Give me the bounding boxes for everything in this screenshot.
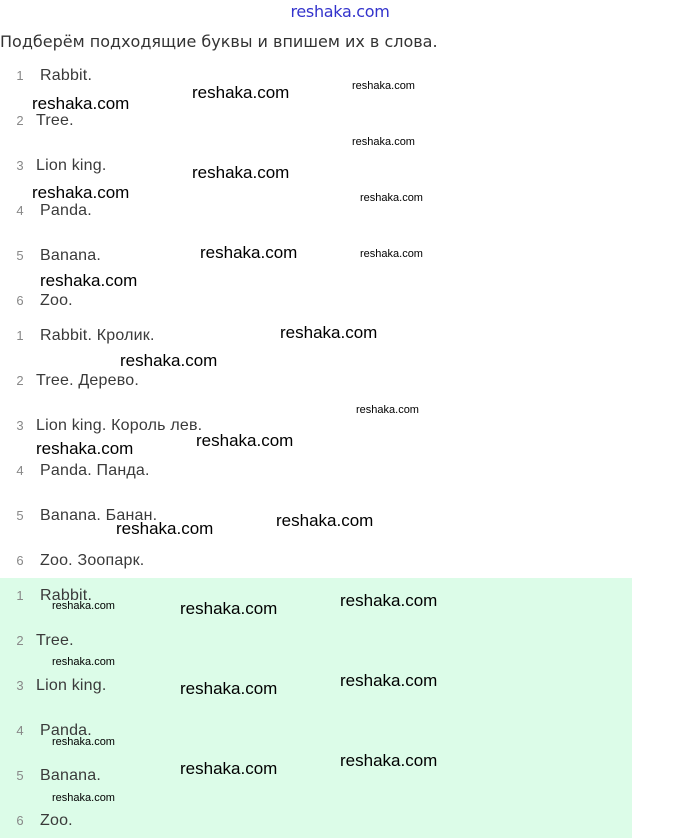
item-number: 4 (16, 463, 24, 478)
item-number: 3 (16, 158, 24, 173)
watermark: reshaka.com (192, 83, 290, 102)
watermark: reshaka.com (280, 323, 378, 342)
item-text: Tree. Дерево. (36, 372, 139, 389)
item-number: 4 (16, 723, 24, 738)
item-text: Panda. (40, 722, 92, 739)
watermark: reshaka.com (340, 671, 438, 690)
watermark: reshaka.com (340, 751, 438, 770)
watermark: reshaka.com (200, 243, 298, 262)
watermark: reshaka.com (360, 248, 423, 260)
item-number: 5 (16, 248, 24, 263)
item-text: Panda. Панда. (40, 462, 150, 479)
item-number: 6 (16, 553, 24, 568)
item-text: Lion king. Король лев. (36, 417, 203, 434)
item-text: Banana. (40, 767, 102, 784)
item-number: 5 (16, 508, 24, 523)
item-text: Banana. (40, 247, 102, 264)
watermark: reshaka.com (52, 792, 115, 804)
watermark: reshaka.com (276, 511, 374, 530)
item-number: 6 (16, 293, 24, 308)
item-text: Lion king. (36, 157, 107, 174)
item-number: 2 (16, 633, 24, 648)
item-text: Lion king. (36, 677, 107, 694)
watermark: reshaka.com (36, 439, 134, 458)
item-text: Rabbit. (40, 587, 93, 604)
item-text: Rabbit. (40, 67, 93, 84)
item-number: 5 (16, 768, 24, 783)
item-number: 2 (16, 373, 24, 388)
item-text: Banana. Банан. (40, 507, 158, 524)
watermark: reshaka.com (32, 183, 130, 202)
watermark: reshaka.com (52, 656, 115, 668)
item-text: Zoo. (40, 292, 73, 309)
item-number: 3 (16, 678, 24, 693)
item-text: Tree. (36, 112, 74, 129)
item-number: 1 (16, 588, 24, 603)
watermark: reshaka.com (352, 80, 415, 92)
item-number: 2 (16, 113, 24, 128)
item-number: 3 (16, 418, 24, 433)
watermark: reshaka.com (120, 351, 218, 370)
watermark: reshaka.com (116, 519, 214, 538)
item-number: 1 (16, 68, 24, 83)
item-text: Zoo. (40, 812, 73, 829)
top-watermark: reshaka.com (290, 2, 390, 21)
watermark: reshaka.com (52, 736, 115, 748)
watermark: reshaka.com (352, 136, 415, 148)
watermark: reshaka.com (32, 94, 130, 113)
item-text: Rabbit. Кролик. (40, 327, 155, 344)
watermark: reshaka.com (192, 163, 290, 182)
item-text: Zoo. Зоопарк. (40, 552, 145, 569)
item-number: 6 (16, 813, 24, 828)
watermark: reshaka.com (360, 192, 423, 204)
item-number: 1 (16, 328, 24, 343)
item-number: 4 (16, 203, 24, 218)
watermark: reshaka.com (52, 600, 115, 612)
watermark: reshaka.com (180, 679, 278, 698)
watermark: reshaka.com (196, 431, 294, 450)
intro-text: Подберём подходящие буквы и впишем их в слова. (0, 32, 438, 51)
watermark: reshaka.com (340, 591, 438, 610)
item-text: Tree. (36, 632, 74, 649)
watermark: reshaka.com (356, 404, 419, 416)
watermark: reshaka.com (40, 271, 138, 290)
watermark: reshaka.com (180, 759, 278, 778)
watermark: reshaka.com (180, 599, 278, 618)
item-text: Panda. (40, 202, 92, 219)
